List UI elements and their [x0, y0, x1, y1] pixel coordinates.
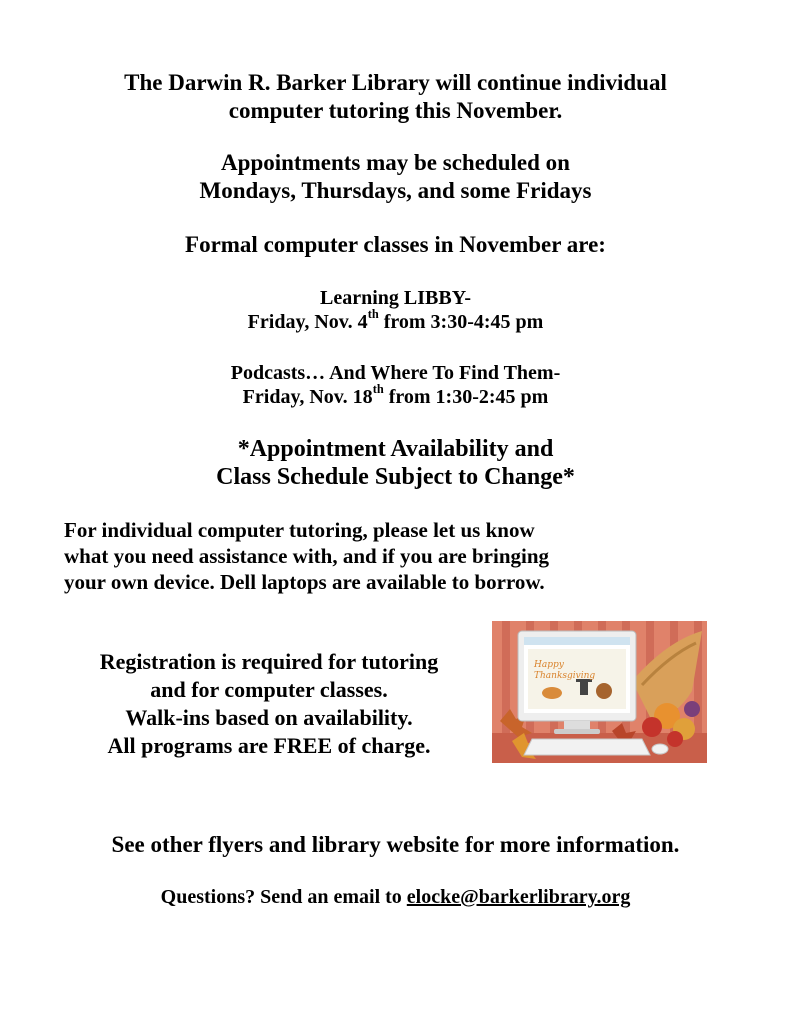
appointments-line-2: Mondays, Thursdays, and some Fridays — [199, 178, 592, 203]
thanksgiving-computer-illustration — [492, 621, 707, 763]
class2-date: Friday, Nov. 18th from 1:30-2:45 pm — [242, 382, 549, 408]
registration-line-2: and for computer classes. — [150, 677, 388, 702]
appointments-line-1: Appointments may be scheduled on — [221, 150, 570, 175]
notice-line-1: *Appointment Availability and — [237, 436, 554, 462]
registration-line-1: Registration is required for tutoring — [99, 649, 439, 674]
registration-line-4: All programs are FREE of charge. — [107, 733, 431, 758]
tutoring-line-2: what you need assistance with, and if you are bringing — [64, 544, 550, 568]
registration-line-3: Walk-ins based on availability. — [125, 705, 413, 730]
formal-classes-heading: Formal computer classes in November are: — [185, 232, 606, 257]
questions-prefix: Questions? Send an email to — [160, 886, 407, 908]
tutoring-line-3: your own device. Dell laptops are available to borrow. — [64, 570, 545, 594]
class2-title: Podcasts… And Where To Find Them- — [230, 362, 561, 384]
tutoring-line-1: For individual computer tutoring, please let us know — [64, 518, 535, 542]
intro-line-1: The Darwin R. Barker Library will continue individual — [124, 70, 667, 95]
email-link[interactable]: elocke@barkerlibrary.org — [406, 886, 631, 908]
class1-date: Friday, Nov. 4th from 3:30-4:45 pm — [247, 307, 544, 333]
class1-title: Learning LIBBY- — [320, 287, 471, 309]
notice-line-2: Class Schedule Subject to Change* — [216, 464, 575, 490]
screen-text-thanksgiving: Thanksgiving — [534, 671, 596, 681]
intro-line-2: computer tutoring this November. — [228, 98, 563, 123]
more-info-line: See other flyers and library website for more information. — [111, 832, 680, 857]
questions-line — [0, 886, 791, 909]
screen-text-happy: Happy — [534, 660, 564, 670]
